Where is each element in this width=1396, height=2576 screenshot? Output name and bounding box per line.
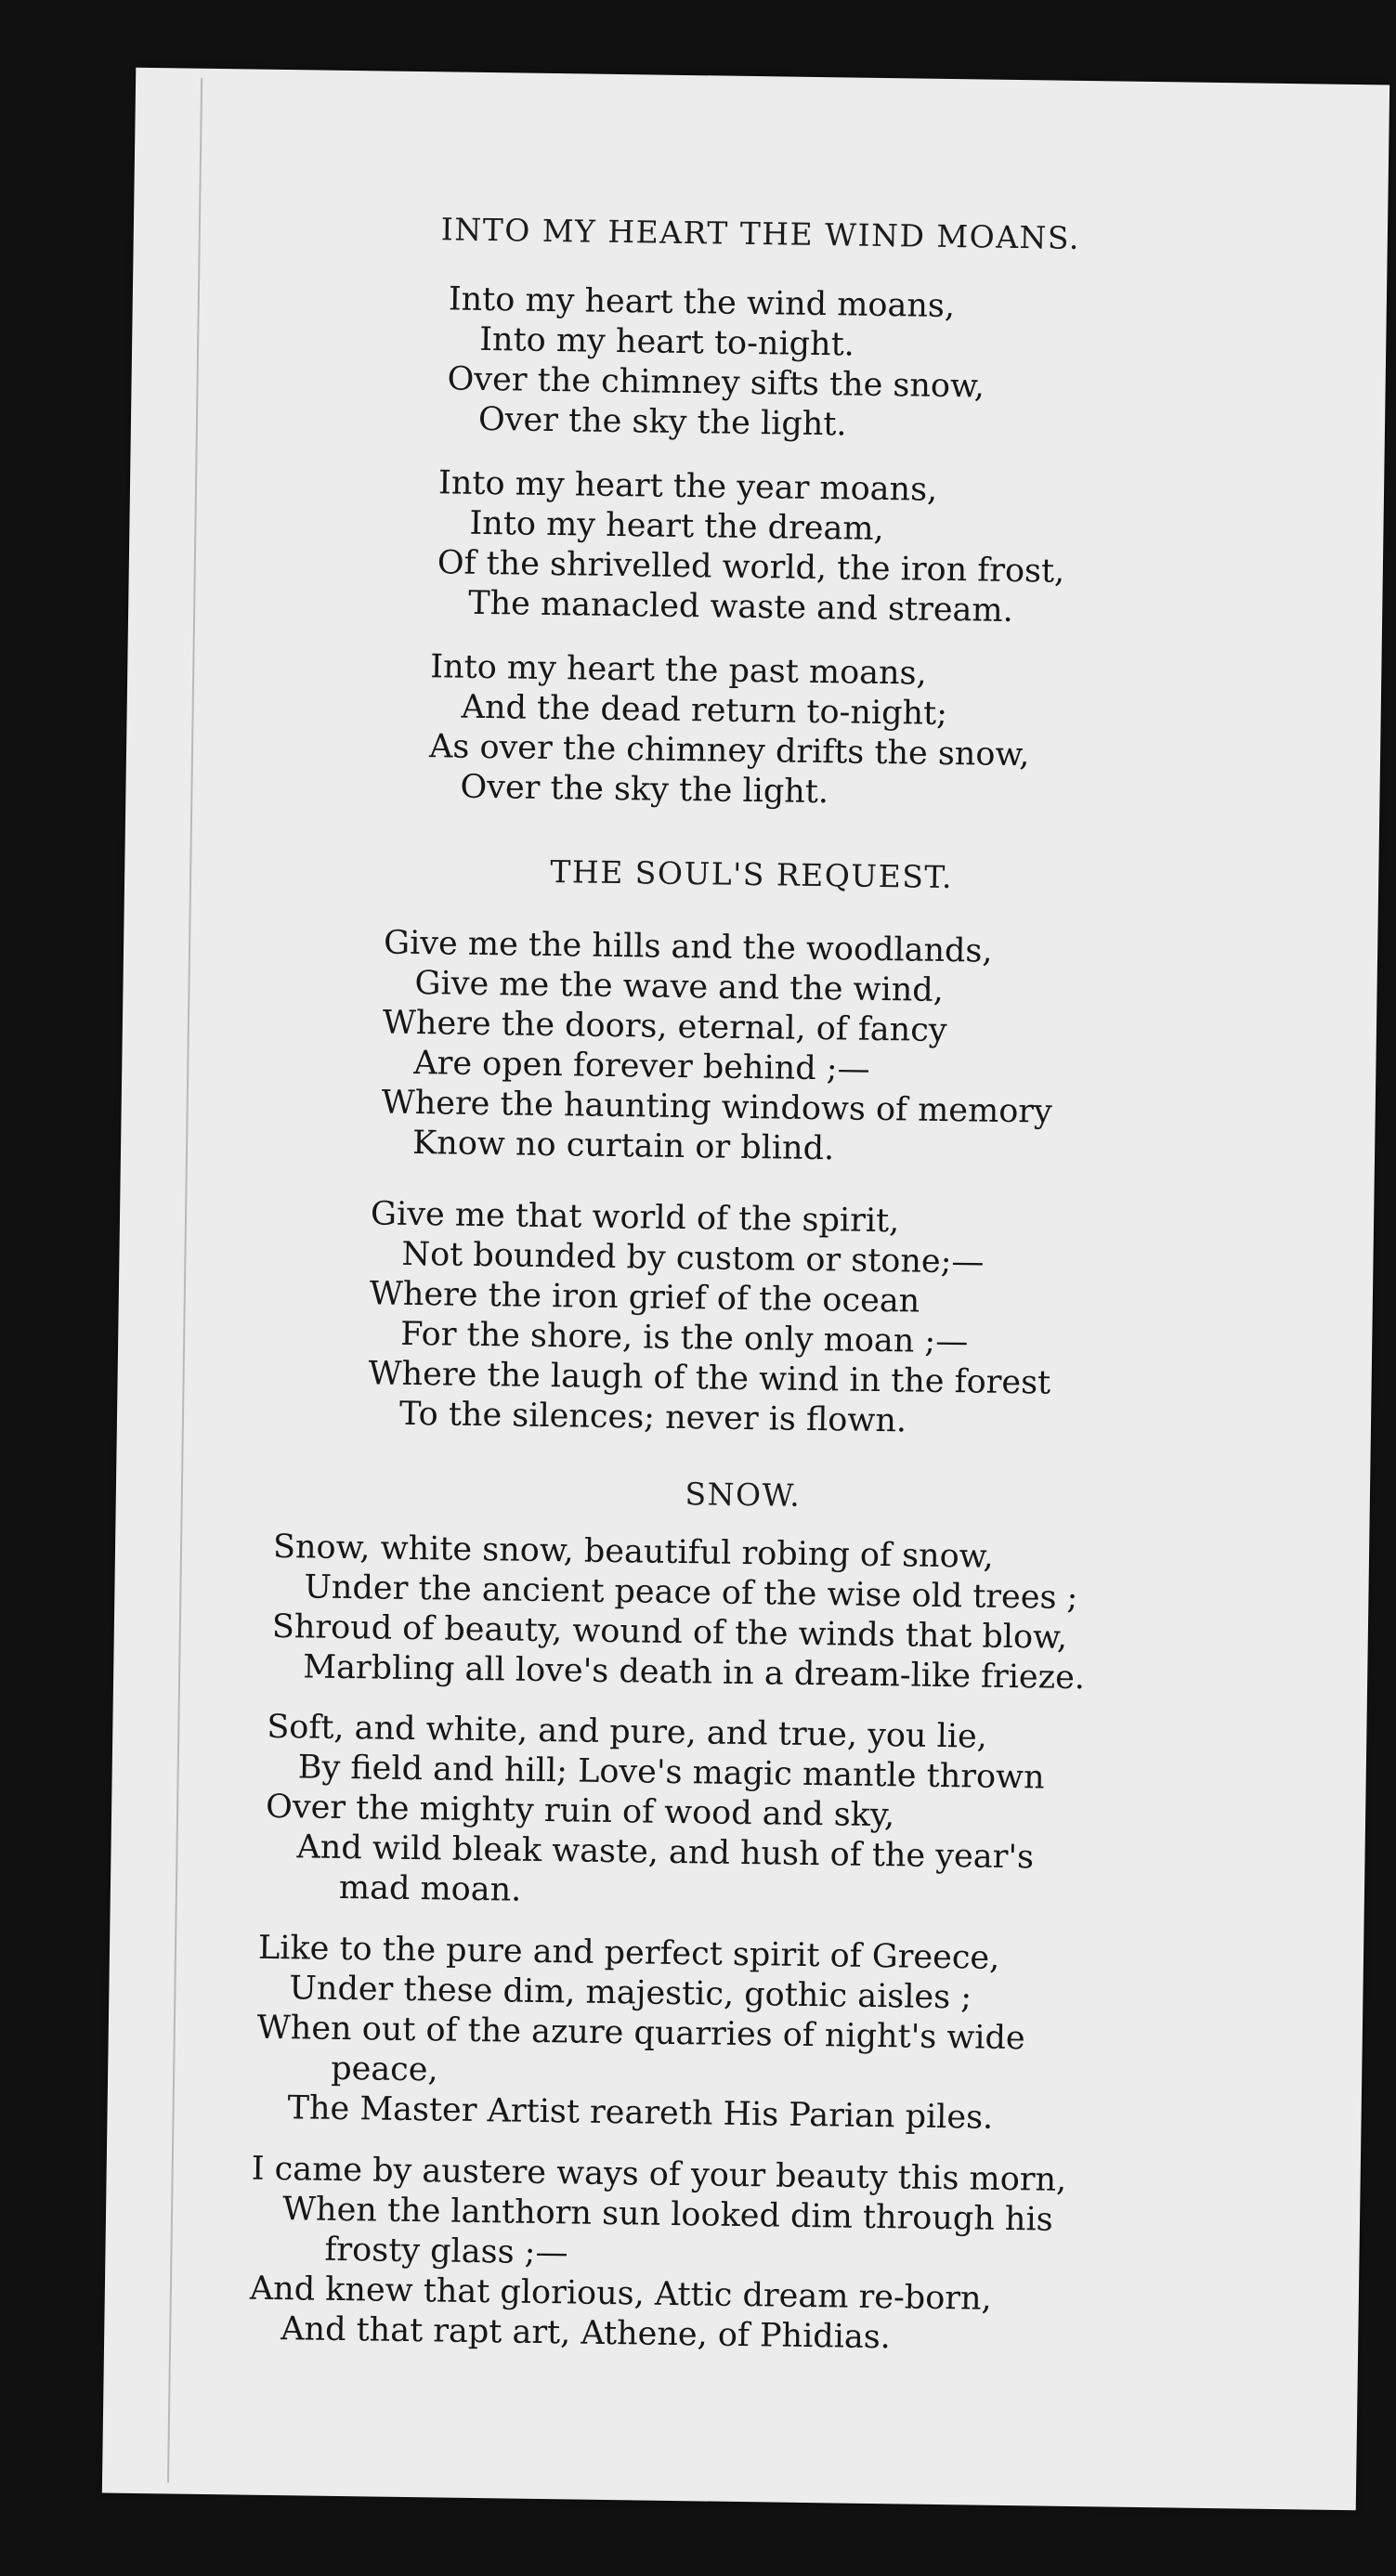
poem-title: INTO MY HEART THE WIND MOANS. [440, 211, 1081, 256]
poem-line: To the silences; never is flown. [398, 1395, 907, 1440]
poem-title: THE SOUL'S REQUEST. [550, 853, 954, 896]
poem-line: Where the iron grief of the ocean [369, 1275, 920, 1321]
poem-line: frosty glass ;— [324, 2231, 568, 2272]
poem-line: Shroud of beauty, wound of the winds that blow, [271, 1607, 1068, 1657]
poem-line: Over the chimney sifts the snow, [447, 360, 985, 406]
stanza [271, 1528, 1087, 1698]
poem-line: When the lanthorn sun looked dim through his [281, 2191, 1053, 2239]
poem-line: And that rapt art, Athene, of Phidias. [281, 2310, 892, 2357]
stanza [255, 1929, 1026, 2140]
stanza [447, 280, 986, 447]
stanza [428, 647, 1031, 815]
stanza [265, 1708, 1046, 1919]
page-fold-line [167, 78, 202, 2483]
poem-line: And wild bleak waste, and hush of the year's [296, 1828, 1035, 1877]
poem-line: Give me that world of the spirit, [370, 1195, 900, 1241]
poem-line: Marbling all love's death in a dream-like frieze. [302, 1648, 1086, 1698]
paper-sheet [102, 68, 1389, 2511]
poem-line: Give me the hills and the woodlands, [383, 924, 993, 970]
poem-line: Soft, and white, and pure, and true, you lie, [267, 1708, 988, 1756]
poem-line: Snow, white snow, beautiful robing of snow, [272, 1528, 994, 1576]
poem-line: The Master Artist reareth His Parian piles. [287, 2089, 994, 2137]
poem-line: Under the ancient peace of the wise old trees ; [304, 1568, 1078, 1618]
poem-line: Know no curtain or blind. [411, 1124, 835, 1168]
poem-line: Into my heart the year moans, [437, 464, 938, 509]
stanza [368, 1194, 1053, 1443]
poem-line: For the shore, is the only moan ;— [400, 1315, 969, 1361]
poem-line: peace, [330, 2049, 438, 2089]
poem-line: Under these dim, majestic, gothic aisles ; [289, 1970, 972, 2017]
poem-line: Are open forever behind ;— [413, 1044, 870, 1088]
poem-line: As over the chimney drifts the snow, [428, 728, 1030, 774]
poem-line: Into my heart the past moans, [430, 648, 927, 693]
poem-line: Of the shrivelled world, the iron frost, [437, 544, 1065, 591]
poem-line: Into my heart to-night. [478, 320, 855, 364]
poem-line: Where the laugh of the wind in the forest [368, 1355, 1051, 1402]
poem-line: Not bounded by custom or stone;— [401, 1235, 985, 1281]
poem-line: mad moan. [338, 1868, 522, 1909]
poem-line: Where the doors, eternal, of fancy [382, 1004, 947, 1049]
poem-title: SNOW. [685, 1476, 802, 1514]
poem-line: And the dead return to-night; [461, 688, 948, 733]
poem-line: I came by austere ways of your beauty this morn, [251, 2150, 1067, 2199]
poem-line: The manacled waste and stream. [467, 584, 1014, 630]
poem-line: Over the sky the light. [460, 768, 829, 812]
stanza [437, 463, 1066, 631]
poem-line: Into my heart the dream, [469, 504, 884, 548]
stanza [381, 924, 1055, 1173]
poem-line: Into my heart the wind moans, [448, 280, 956, 326]
poem-line: And knew that glorious, Attic dream re-born, [249, 2270, 992, 2318]
poem-line: Over the mighty ruin of wood and sky, [265, 1788, 895, 1835]
poem-line: Where the haunting windows of memory [381, 1084, 1053, 1131]
poem-line: When out of the azure quarries of night's wide [256, 2009, 1025, 2058]
poem-line: Give me the wave and the wind, [414, 964, 945, 1009]
poem-line: Over the sky the light. [477, 400, 847, 444]
poem-line: Like to the pure and perfect spirit of Greece, [257, 1929, 1000, 1977]
stanza [249, 2150, 1067, 2361]
poem-line: By field and hill; Love's magic mantle thrown [297, 1749, 1045, 1797]
